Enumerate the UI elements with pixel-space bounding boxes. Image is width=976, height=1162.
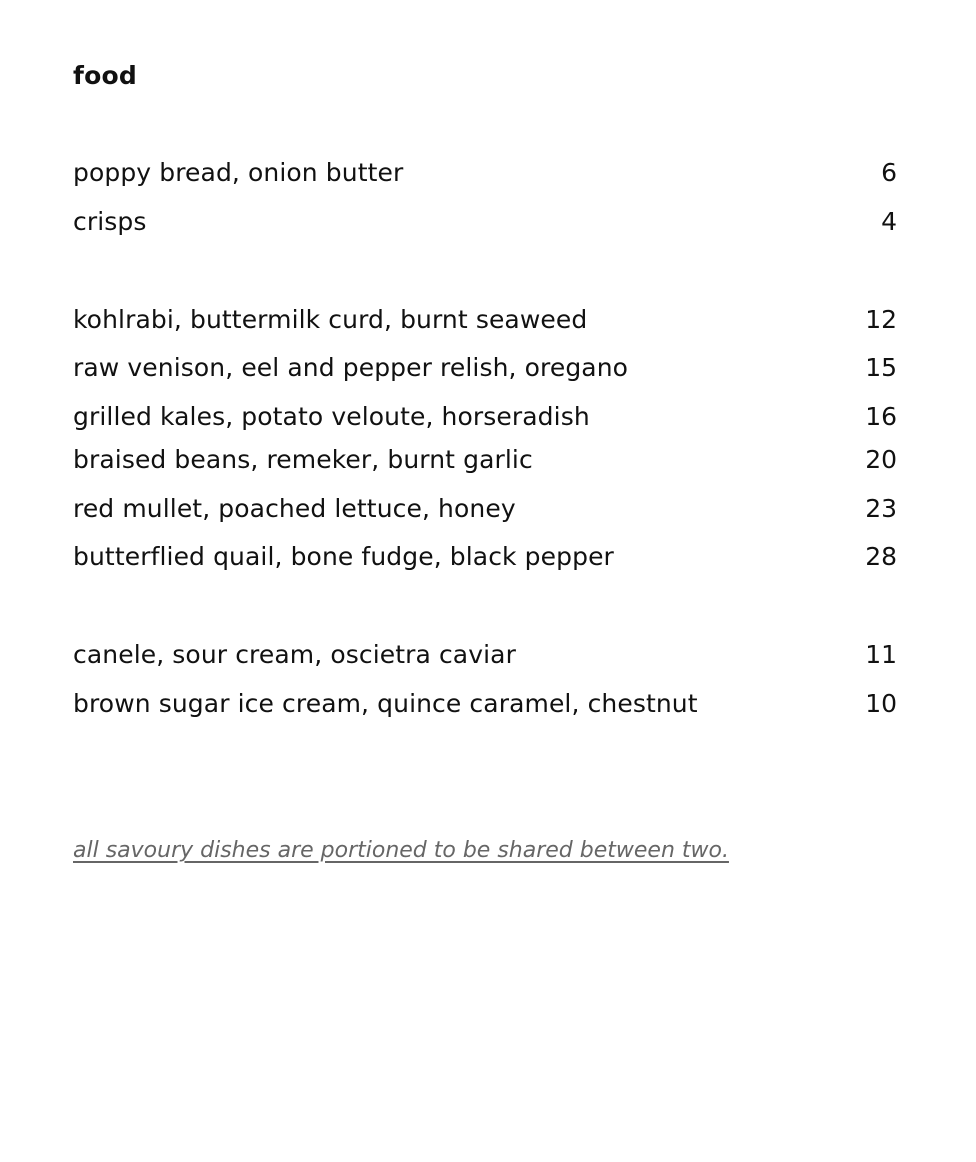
menu-item-name: red mullet, poached lettuce, honey [73, 494, 516, 523]
menu-item-price: 10 [865, 689, 897, 718]
menu-item-name: canele, sour cream, oscietra caviar [73, 640, 516, 669]
menu-item [73, 443, 897, 477]
menu-item-price: 6 [881, 158, 897, 187]
menu-item-price: 20 [865, 445, 897, 474]
menu-item-name: raw venison, eel and pepper relish, oregano [73, 353, 629, 382]
menu-item-name: poppy bread, onion butter [73, 158, 404, 187]
sharing-footnote: all savoury dishes are portioned to be shared between two. [73, 838, 729, 863]
menu-item [73, 540, 897, 574]
menu-item-name: grilled kales, potato veloute, horseradish [73, 402, 590, 431]
menu-item-name: kohlrabi, buttermilk curd, burnt seaweed [73, 305, 588, 334]
menu-heading: food [73, 61, 137, 90]
menu-item [73, 638, 897, 672]
menu-item [73, 303, 897, 337]
menu-item-name: butterflied quail, bone fudge, black pepper [73, 542, 614, 571]
menu-item-price: 28 [865, 542, 897, 571]
menu-item-price: 16 [865, 402, 897, 431]
menu-item [73, 492, 897, 526]
menu-item-price: 12 [865, 305, 897, 334]
menu-item [73, 205, 897, 239]
menu-item-name: crisps [73, 207, 147, 236]
menu-item-price: 15 [865, 353, 897, 382]
menu-item-name: brown sugar ice cream, quince caramel, chestnut [73, 689, 698, 718]
menu-item [73, 351, 897, 385]
menu-item-price: 11 [865, 640, 897, 669]
menu-item [73, 400, 897, 434]
menu-item [73, 687, 897, 721]
menu-item-price: 4 [881, 207, 897, 236]
menu-item [73, 156, 897, 190]
menu-item-name: braised beans, remeker, burnt garlic [73, 445, 533, 474]
menu-item-price: 23 [865, 494, 897, 523]
